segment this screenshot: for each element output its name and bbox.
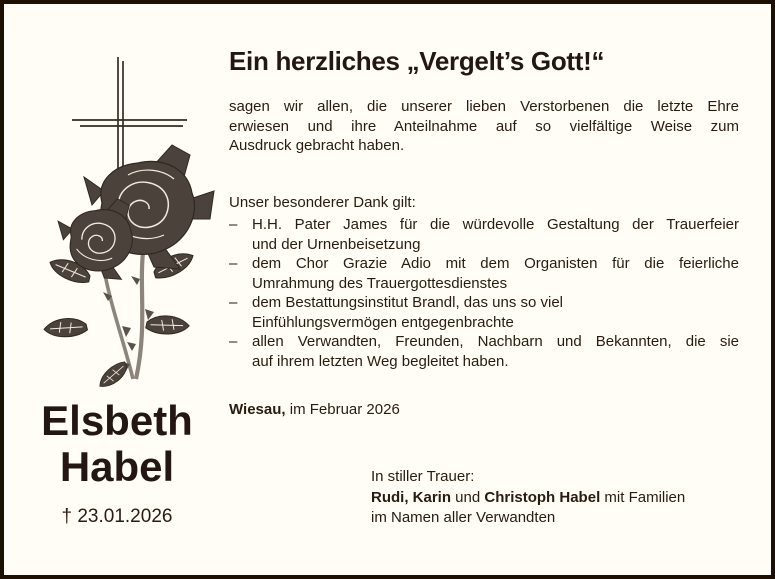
deceased-last-name: Habel xyxy=(59,443,175,490)
mourners-names xyxy=(371,488,739,509)
text-line: und der Urnenbeisetzung xyxy=(252,235,421,253)
text-line: sagen wir allen, die unserer lieben Verstorbenen die letzte Ehre xyxy=(229,98,739,115)
bullet-dash: – xyxy=(229,294,238,311)
text-line: Einfühlungsvermögen entgegenbrachte xyxy=(252,313,514,331)
thanks-item xyxy=(229,254,739,293)
dateline xyxy=(229,400,739,420)
text-column xyxy=(229,4,739,575)
thanks-item-text xyxy=(252,332,739,371)
page-title: Ein herzliches „Vergelt’s Gott!“ xyxy=(229,46,605,76)
thanks-intro: Unser besonderer Dank gilt: xyxy=(229,194,416,211)
deceased-first-name: Elsbeth xyxy=(41,397,193,444)
intro-paragraph xyxy=(229,97,739,156)
mourners-block xyxy=(371,467,739,529)
text-line: erwiesen und ihre Anteilnahme auf so vielfältige Weise zum xyxy=(229,117,739,135)
text-line: allen Verwandten, Freunden, Nachbarn und Bekannten, die sie xyxy=(252,333,739,350)
death-date: † 23.01.2026 xyxy=(61,506,173,527)
cross-and-roses-illustration xyxy=(32,34,217,389)
text-segment: Rudi, Karin xyxy=(371,488,452,506)
text-segment: Christoph Habel xyxy=(484,488,601,506)
thanks-item xyxy=(229,332,739,371)
text-segment: und xyxy=(451,488,485,506)
mourners-heading: In stiller Trauer: xyxy=(371,468,475,485)
text-line: auf ihrem letzten Weg begleitet haben. xyxy=(252,352,509,370)
text-segment: Wiesau, xyxy=(229,401,286,418)
text-segment: im Februar 2026 xyxy=(285,401,400,418)
bullet-dash: – xyxy=(229,255,238,272)
deceased-name-block xyxy=(12,398,222,528)
thanks-item-text xyxy=(252,215,739,254)
mourners-line2: im Namen aller Verwandten xyxy=(371,509,556,526)
text-line: dem Chor Grazie Adio mit dem Organisten für die feierliche xyxy=(252,255,739,272)
thanks-list xyxy=(229,215,739,371)
text-segment: mit Familien xyxy=(600,488,686,506)
bullet-dash: – xyxy=(229,216,238,233)
thanks-item-text xyxy=(252,254,739,293)
bullet-dash: – xyxy=(229,333,238,350)
thanks-item xyxy=(229,293,739,332)
text-line: Umrahmung des Trauergottesdienstes xyxy=(252,274,508,292)
rose-leaves xyxy=(43,250,197,389)
thanks-item-text xyxy=(252,293,739,332)
text-line: H.H. Pater James für die würdevolle Gestaltung der Trauerfeier xyxy=(252,216,739,233)
text-line: Ausdruck gebracht haben. xyxy=(229,137,405,154)
text-line: dem Bestattungsinstitut Brandl, das uns so viel xyxy=(252,294,564,311)
thanks-item xyxy=(229,215,739,254)
